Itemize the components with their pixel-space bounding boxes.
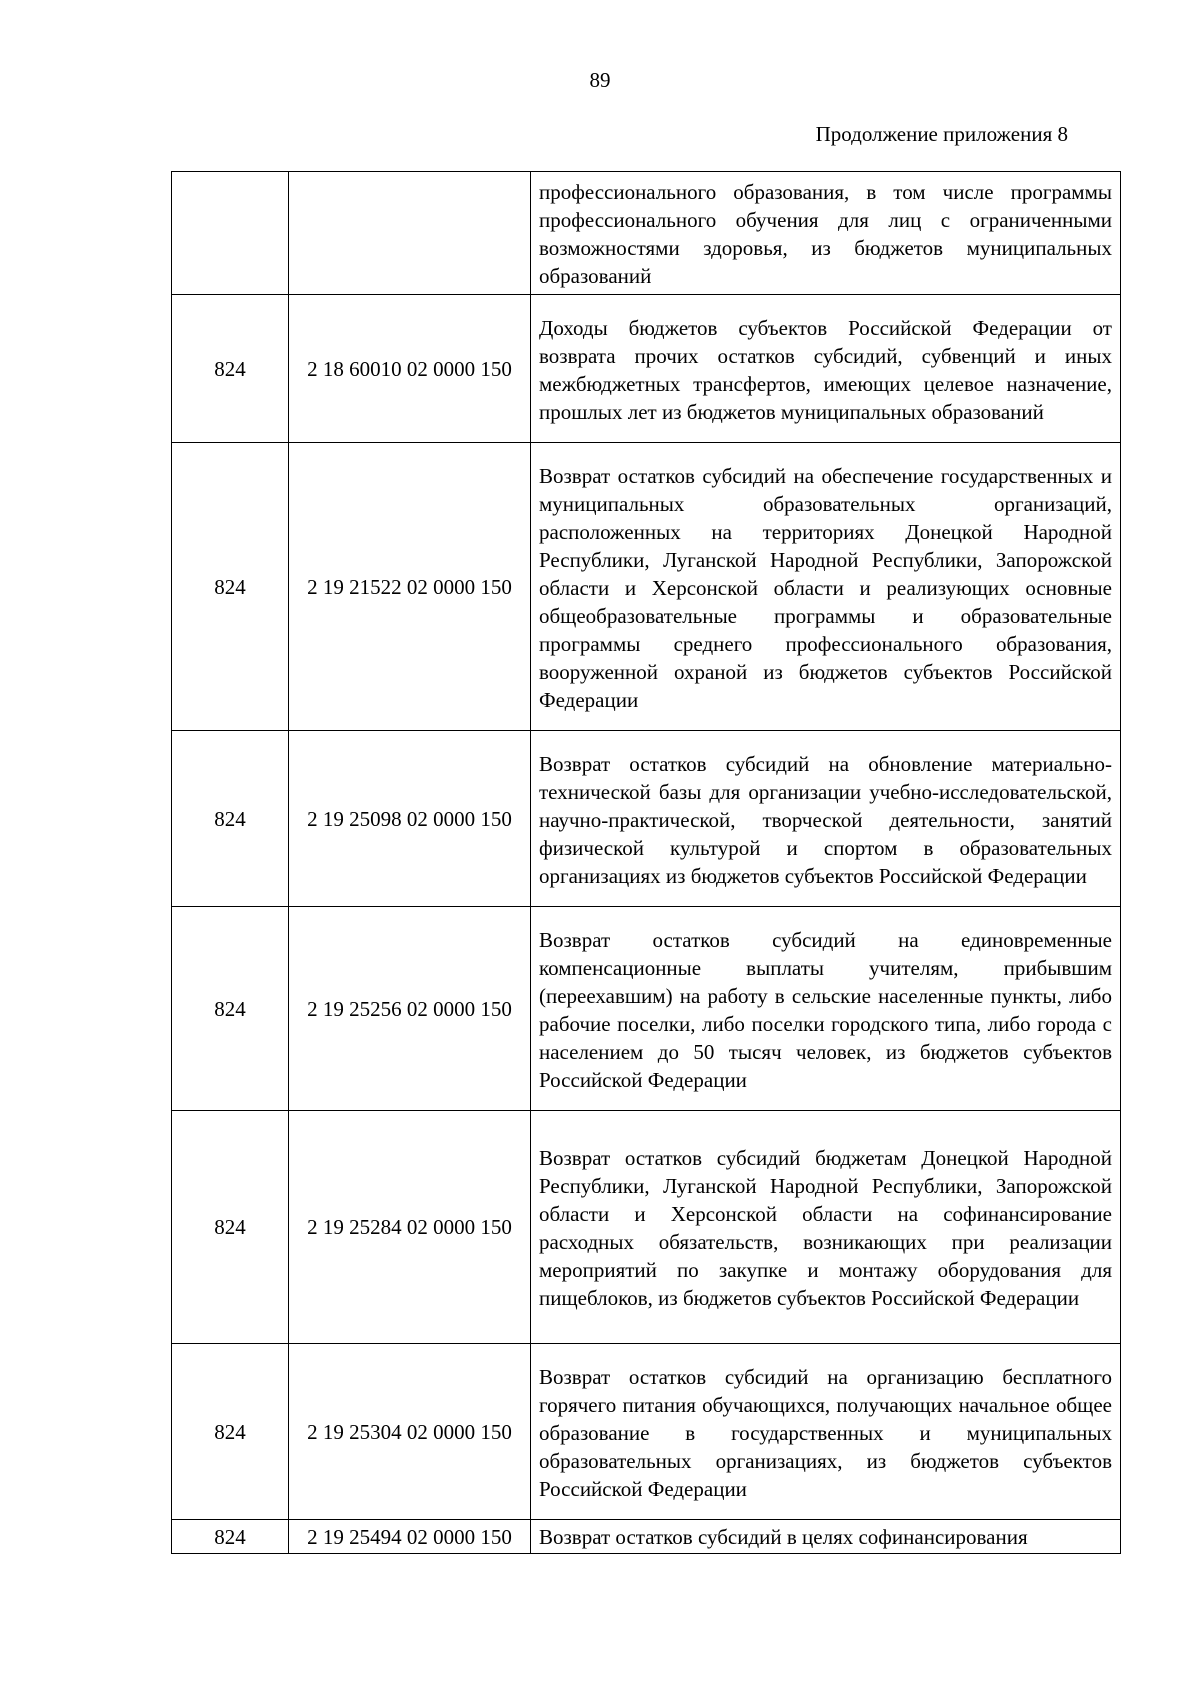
income-name-cell: Возврат остатков субсидий бюджетам Донецкой Народной Республики, Луганской Народной Республики, Запорожской области и Херсонской области на софинансирование расходных обязательств, возникающих при реализации мероприятий по закупке и монтажу оборудования для пищеблоков, из бюджетов субъектов Российской Федерации	[531, 1111, 1121, 1344]
admin-code-cell: 824	[172, 295, 289, 443]
admin-code-cell: 824	[172, 1111, 289, 1344]
income-name-cell: Возврат остатков субсидий на организацию бесплатного горячего питания обучающихся, получающих начальное общее образование в государственных и муниципальных образовательных организациях, из бюджетов субъектов Российской Федерации	[531, 1344, 1121, 1520]
table-row	[172, 907, 1121, 1111]
admin-code-cell: 824	[172, 731, 289, 907]
income-name-cell: Возврат остатков субсидий на единовременные компенсационные выплаты учителям, прибывшим (переехавшим) на работу в сельские населенные пункты, либо рабочие поселки, либо поселки городского типа, либо города с населением до 50 тысяч человек, из бюджетов субъектов Российской Федерации	[531, 907, 1121, 1111]
page-number: 89	[589, 68, 611, 92]
admin-code-cell	[172, 172, 289, 295]
budget-code-cell: 2 18 60010 02 0000 150	[289, 295, 531, 443]
budget-code-cell: 2 19 25284 02 0000 150	[289, 1111, 531, 1344]
table-row	[172, 1344, 1121, 1520]
income-name-cell: Возврат остатков субсидий на обеспечение государственных и муниципальных образовательных организаций, расположенных на территориях Донецкой Народной Республики, Луганской Народной Республики, Запорожской области и Херсонской области и реализующих основные общеобразовательные программы и образовательные программы среднего профессионального образования, вооруженной охраной из бюджетов субъектов Российской Федерации	[531, 443, 1121, 731]
table-row	[172, 295, 1121, 443]
admin-code-cell: 824	[172, 1520, 289, 1554]
table-row	[172, 1111, 1121, 1344]
budget-code-cell	[289, 172, 531, 295]
budget-code-cell: 2 19 21522 02 0000 150	[289, 443, 531, 731]
income-name-cell: Возврат остатков субсидий в целях софинансирования	[531, 1520, 1121, 1554]
admin-code-cell: 824	[172, 1344, 289, 1520]
budget-code-cell: 2 19 25304 02 0000 150	[289, 1344, 531, 1520]
income-name-cell: Возврат остатков субсидий на обновление материально-технической базы для организации учебно-исследовательской, научно-практической, творческой деятельности, занятий физической культурой и спортом в образовательных организациях из бюджетов субъектов Российской Федерации	[531, 731, 1121, 907]
budget-code-cell: 2 19 25256 02 0000 150	[289, 907, 531, 1111]
budget-code-cell: 2 19 25494 02 0000 150	[289, 1520, 531, 1554]
admin-code-cell: 824	[172, 443, 289, 731]
admin-code-cell: 824	[172, 907, 289, 1111]
income-name-cell: Доходы бюджетов субъектов Российской Федерации от возврата прочих остатков субсидий, субвенций и иных межбюджетных трансфертов, имеющих целевое назначение, прошлых лет из бюджетов муниципальных образований	[531, 295, 1121, 443]
table-row	[172, 731, 1121, 907]
budget-codes-table	[171, 171, 1121, 1554]
table-row	[172, 172, 1121, 295]
income-name-cell: профессионального образования, в том числе программы профессионального обучения для лиц с ограниченными возможностями здоровья, из бюджетов муниципальных образований	[531, 172, 1121, 295]
budget-code-cell: 2 19 25098 02 0000 150	[289, 731, 531, 907]
continuation-label: Продолжение приложения 8	[815, 122, 1068, 146]
table-row	[172, 443, 1121, 731]
table-row	[172, 1520, 1121, 1554]
